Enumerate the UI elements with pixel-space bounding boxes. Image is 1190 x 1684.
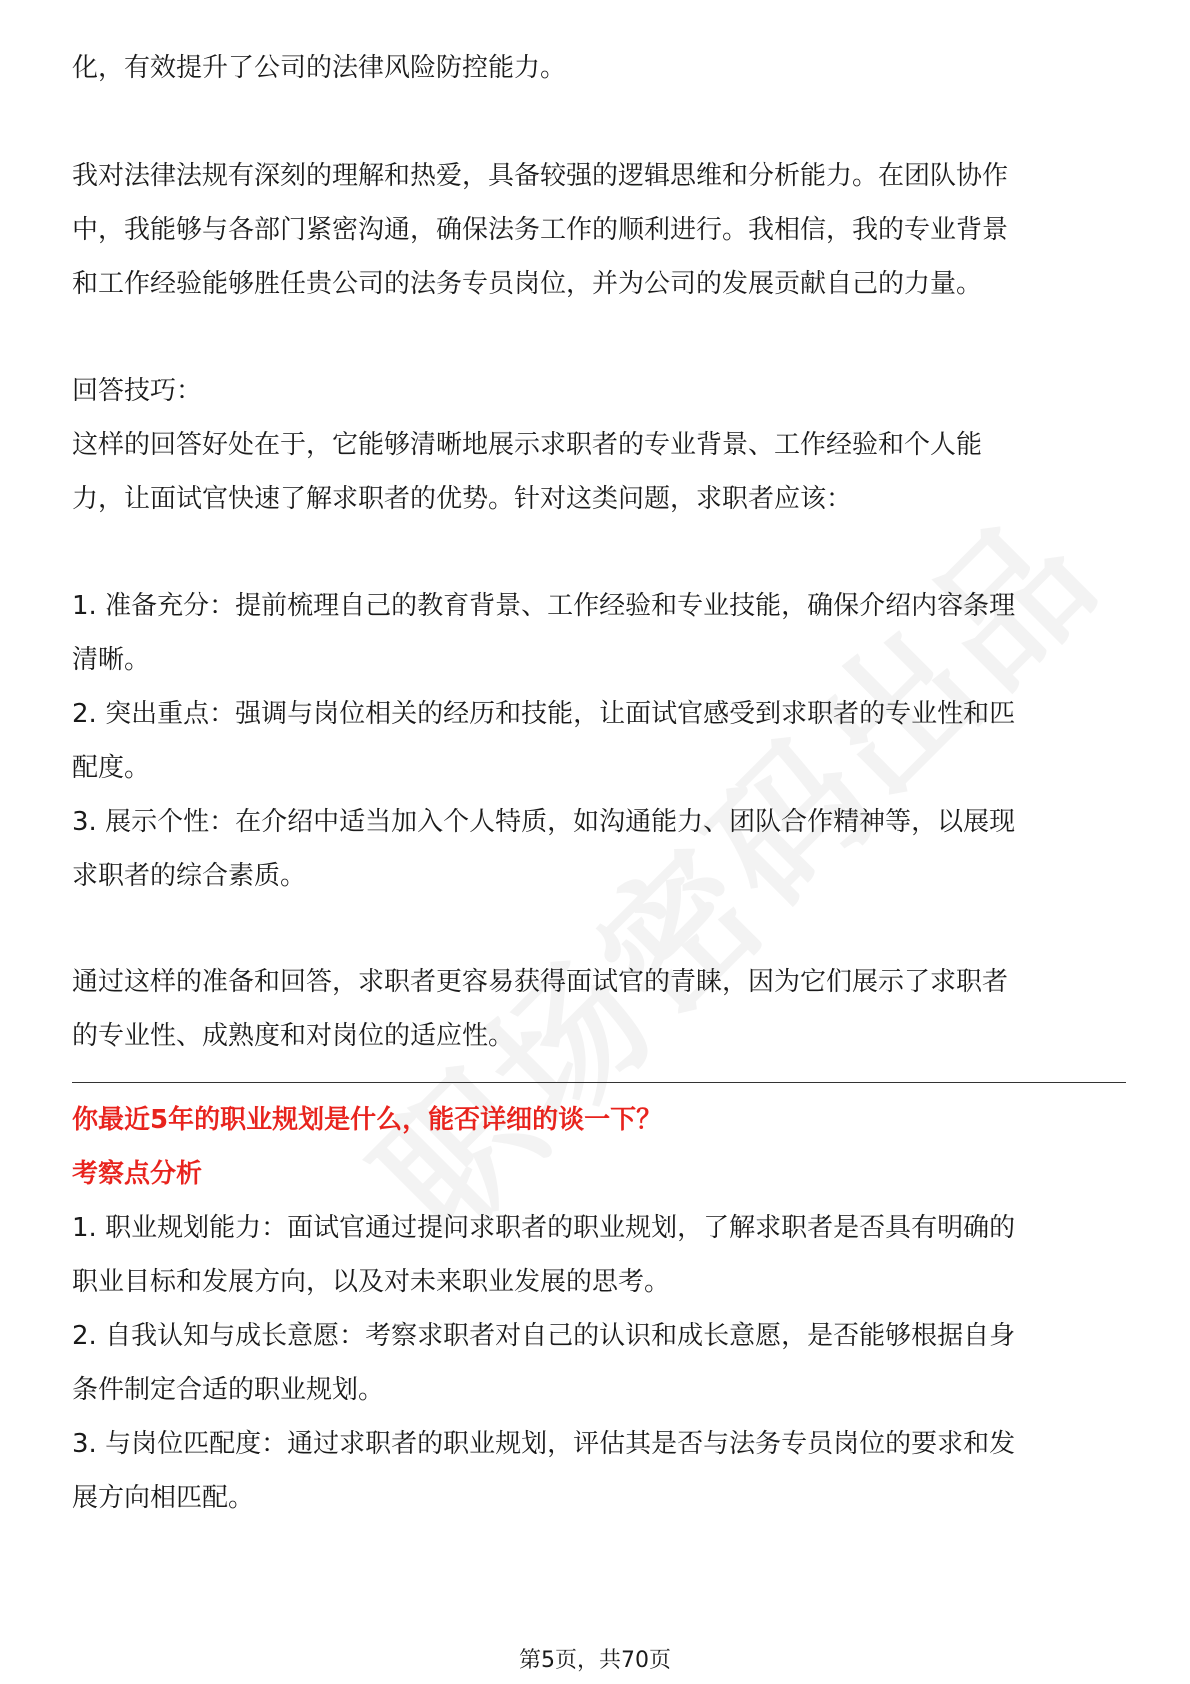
list-item-line: 条件制定合适的职业规划。 — [72, 1375, 385, 1405]
section-label: 回答技巧： — [72, 376, 203, 406]
paragraph-line: 化，有效提升了公司的法律风险防控能力。 — [72, 53, 567, 83]
analysis-heading: 考察点分析 — [72, 1159, 203, 1189]
list-item-line: 职业目标和发展方向，以及对未来职业发展的思考。 — [72, 1267, 671, 1297]
list-item-line: 2. 自我认知与成长意愿：考察求职者对自己的认识和成长意愿，是否能够根据自身 — [72, 1321, 1016, 1351]
page-number: 第5页，共70页 — [519, 1648, 671, 1673]
list-item-line: 3. 展示个性：在介绍中适当加入个人特质，如沟通能力、团队合作精神等，以展现 — [72, 807, 1016, 837]
paragraph-line: 和工作经验能够胜任贵公司的法务专员岗位，并为公司的发展贡献自己的力量。 — [72, 269, 983, 299]
question-title: 你最近5年的职业规划是什么，能否详细的谈一下？ — [72, 1105, 663, 1135]
list-item-line: 清晰。 — [72, 645, 151, 675]
paragraph-line: 我对法律法规有深刻的理解和热爱，具备较强的逻辑思维和分析能力。在团队协作 — [72, 161, 1009, 191]
list-item-line: 配度。 — [72, 753, 151, 783]
paragraph-line: 这样的回答好处在于，它能够清晰地展示求职者的专业背景、工作经验和个人能 — [72, 430, 983, 460]
list-item-line: 1. 职业规划能力：面试官通过提问求职者的职业规划，了解求职者是否具有明确的 — [72, 1213, 1016, 1243]
list-item-line: 1. 准备充分：提前梳理自己的教育背景、工作经验和专业技能，确保介绍内容条理 — [72, 591, 1016, 621]
list-item-line: 2. 突出重点：强调与岗位相关的经历和技能，让面试官感受到求职者的专业性和匹 — [72, 699, 1016, 729]
paragraph-line: 力，让面试官快速了解求职者的优势。针对这类问题，求职者应该： — [72, 484, 853, 514]
section-divider — [72, 1082, 1126, 1083]
paragraph-line: 的专业性、成熟度和对岗位的适应性。 — [72, 1021, 515, 1051]
list-item-line: 3. 与岗位匹配度：通过求职者的职业规划，评估其是否与法务专员岗位的要求和发 — [72, 1429, 1016, 1459]
paragraph-line: 通过这样的准备和回答，求职者更容易获得面试官的青睐，因为它们展示了求职者 — [72, 967, 1009, 997]
list-item-line: 展方向相匹配。 — [72, 1483, 255, 1513]
paragraph-line: 中，我能够与各部门紧密沟通，确保法务工作的顺利进行。我相信，我的专业背景 — [72, 215, 1009, 245]
list-item-line: 求职者的综合素质。 — [72, 861, 307, 891]
